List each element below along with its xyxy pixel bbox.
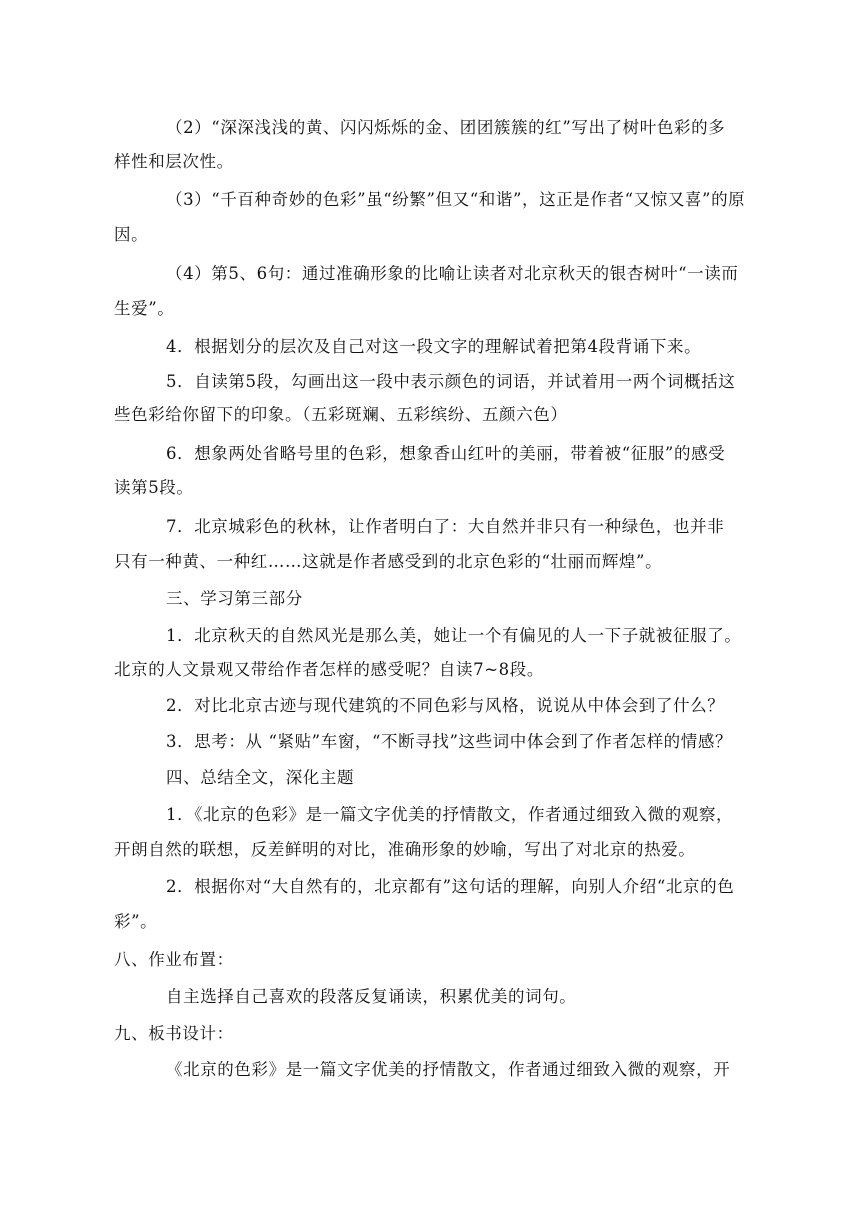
paragraph-line: （2）“深深浅浅的黄、闪闪烁烁的金、团团簇簇的红”写出了树叶色彩的多 (166, 118, 726, 137)
paragraph-line: 生爱”。 (114, 299, 175, 318)
paragraph-line: 1．《北京的色彩》是一篇文字优美的抒情散文，作者通过细致入微的观察， (166, 805, 734, 824)
paragraph-line: 彩”。 (114, 912, 158, 931)
section-heading: 九、板书设计： (114, 1024, 234, 1043)
paragraph-line: 只有一种黄、一种红……这就是作者感受到的北京色彩的“壮丽而辉煌”。 (114, 552, 663, 571)
paragraph-line: 北京的人文景观又带给作者怎样的感受呢？自读7~8段。 (114, 660, 544, 679)
paragraph-line: 2．对比北京古迹与现代建筑的不同色彩与风格，说说从中体会到了什么？ (166, 696, 725, 715)
paragraph-line: （4）第5、6句：通过准确形象的比喻让读者对北京秋天的银杏树叶“一读而 (166, 264, 739, 283)
paragraph-line: 读第5段。 (114, 478, 194, 497)
paragraph-line: 6．想象两处省略号里的色彩，想象香山红叶的美丽，带着被“征服”的感受 (166, 444, 726, 463)
paragraph-line: 因。 (114, 225, 149, 244)
section-heading: 八、作业布置： (114, 950, 234, 969)
paragraph-line: 样性和层次性。 (114, 152, 234, 171)
paragraph-line: 2．根据你对“大自然有的，北京都有”这句话的理解，向别人介绍“北京的色 (166, 877, 735, 896)
paragraph-line: 1．北京秋天的自然风光是那么美，她让一个有偏见的人一下子就被征服了。 (166, 626, 742, 645)
section-heading: 三、学习第三部分 (166, 589, 303, 608)
paragraph-line: 5．自读第5段，勾画出这一段中表示颜色的词语，并试着用一两个词概括这 (166, 372, 736, 391)
paragraph-line: 3．思考：从 “紧贴”车窗，“不断寻找”这些词中体会到了作者怎样的情感？ (166, 732, 733, 751)
paragraph-line: 7．北京城彩色的秋林，让作者明白了：大自然并非只有一种绿色，也并非 (166, 517, 725, 536)
paragraph-line: 开朗自然的联想，反差鲜明的对比，准确形象的妙喻，写出了对北京的热爱。 (114, 840, 696, 859)
section-heading: 四、总结全文，深化主题 (166, 768, 355, 787)
paragraph-line: 自主选择自己喜欢的段落反复诵读，积累优美的词句。 (166, 987, 577, 1006)
paragraph-line: 《北京的色彩》是一篇文字优美的抒情散文，作者通过细致入微的观察，开 (166, 1060, 731, 1079)
paragraph-line: （3）“千百种奇妙的色彩”虽“纷繁”但又“和谐”，这正是作者“又惊又喜”的原 (166, 190, 746, 209)
paragraph-line: 些色彩给你留下的印象。（五彩斑斓、五彩缤纷、五颜六色） (114, 405, 568, 424)
paragraph-line: 4．根据划分的层次及自己对这一段文字的理解试着把第4段背诵下来。 (166, 337, 702, 356)
